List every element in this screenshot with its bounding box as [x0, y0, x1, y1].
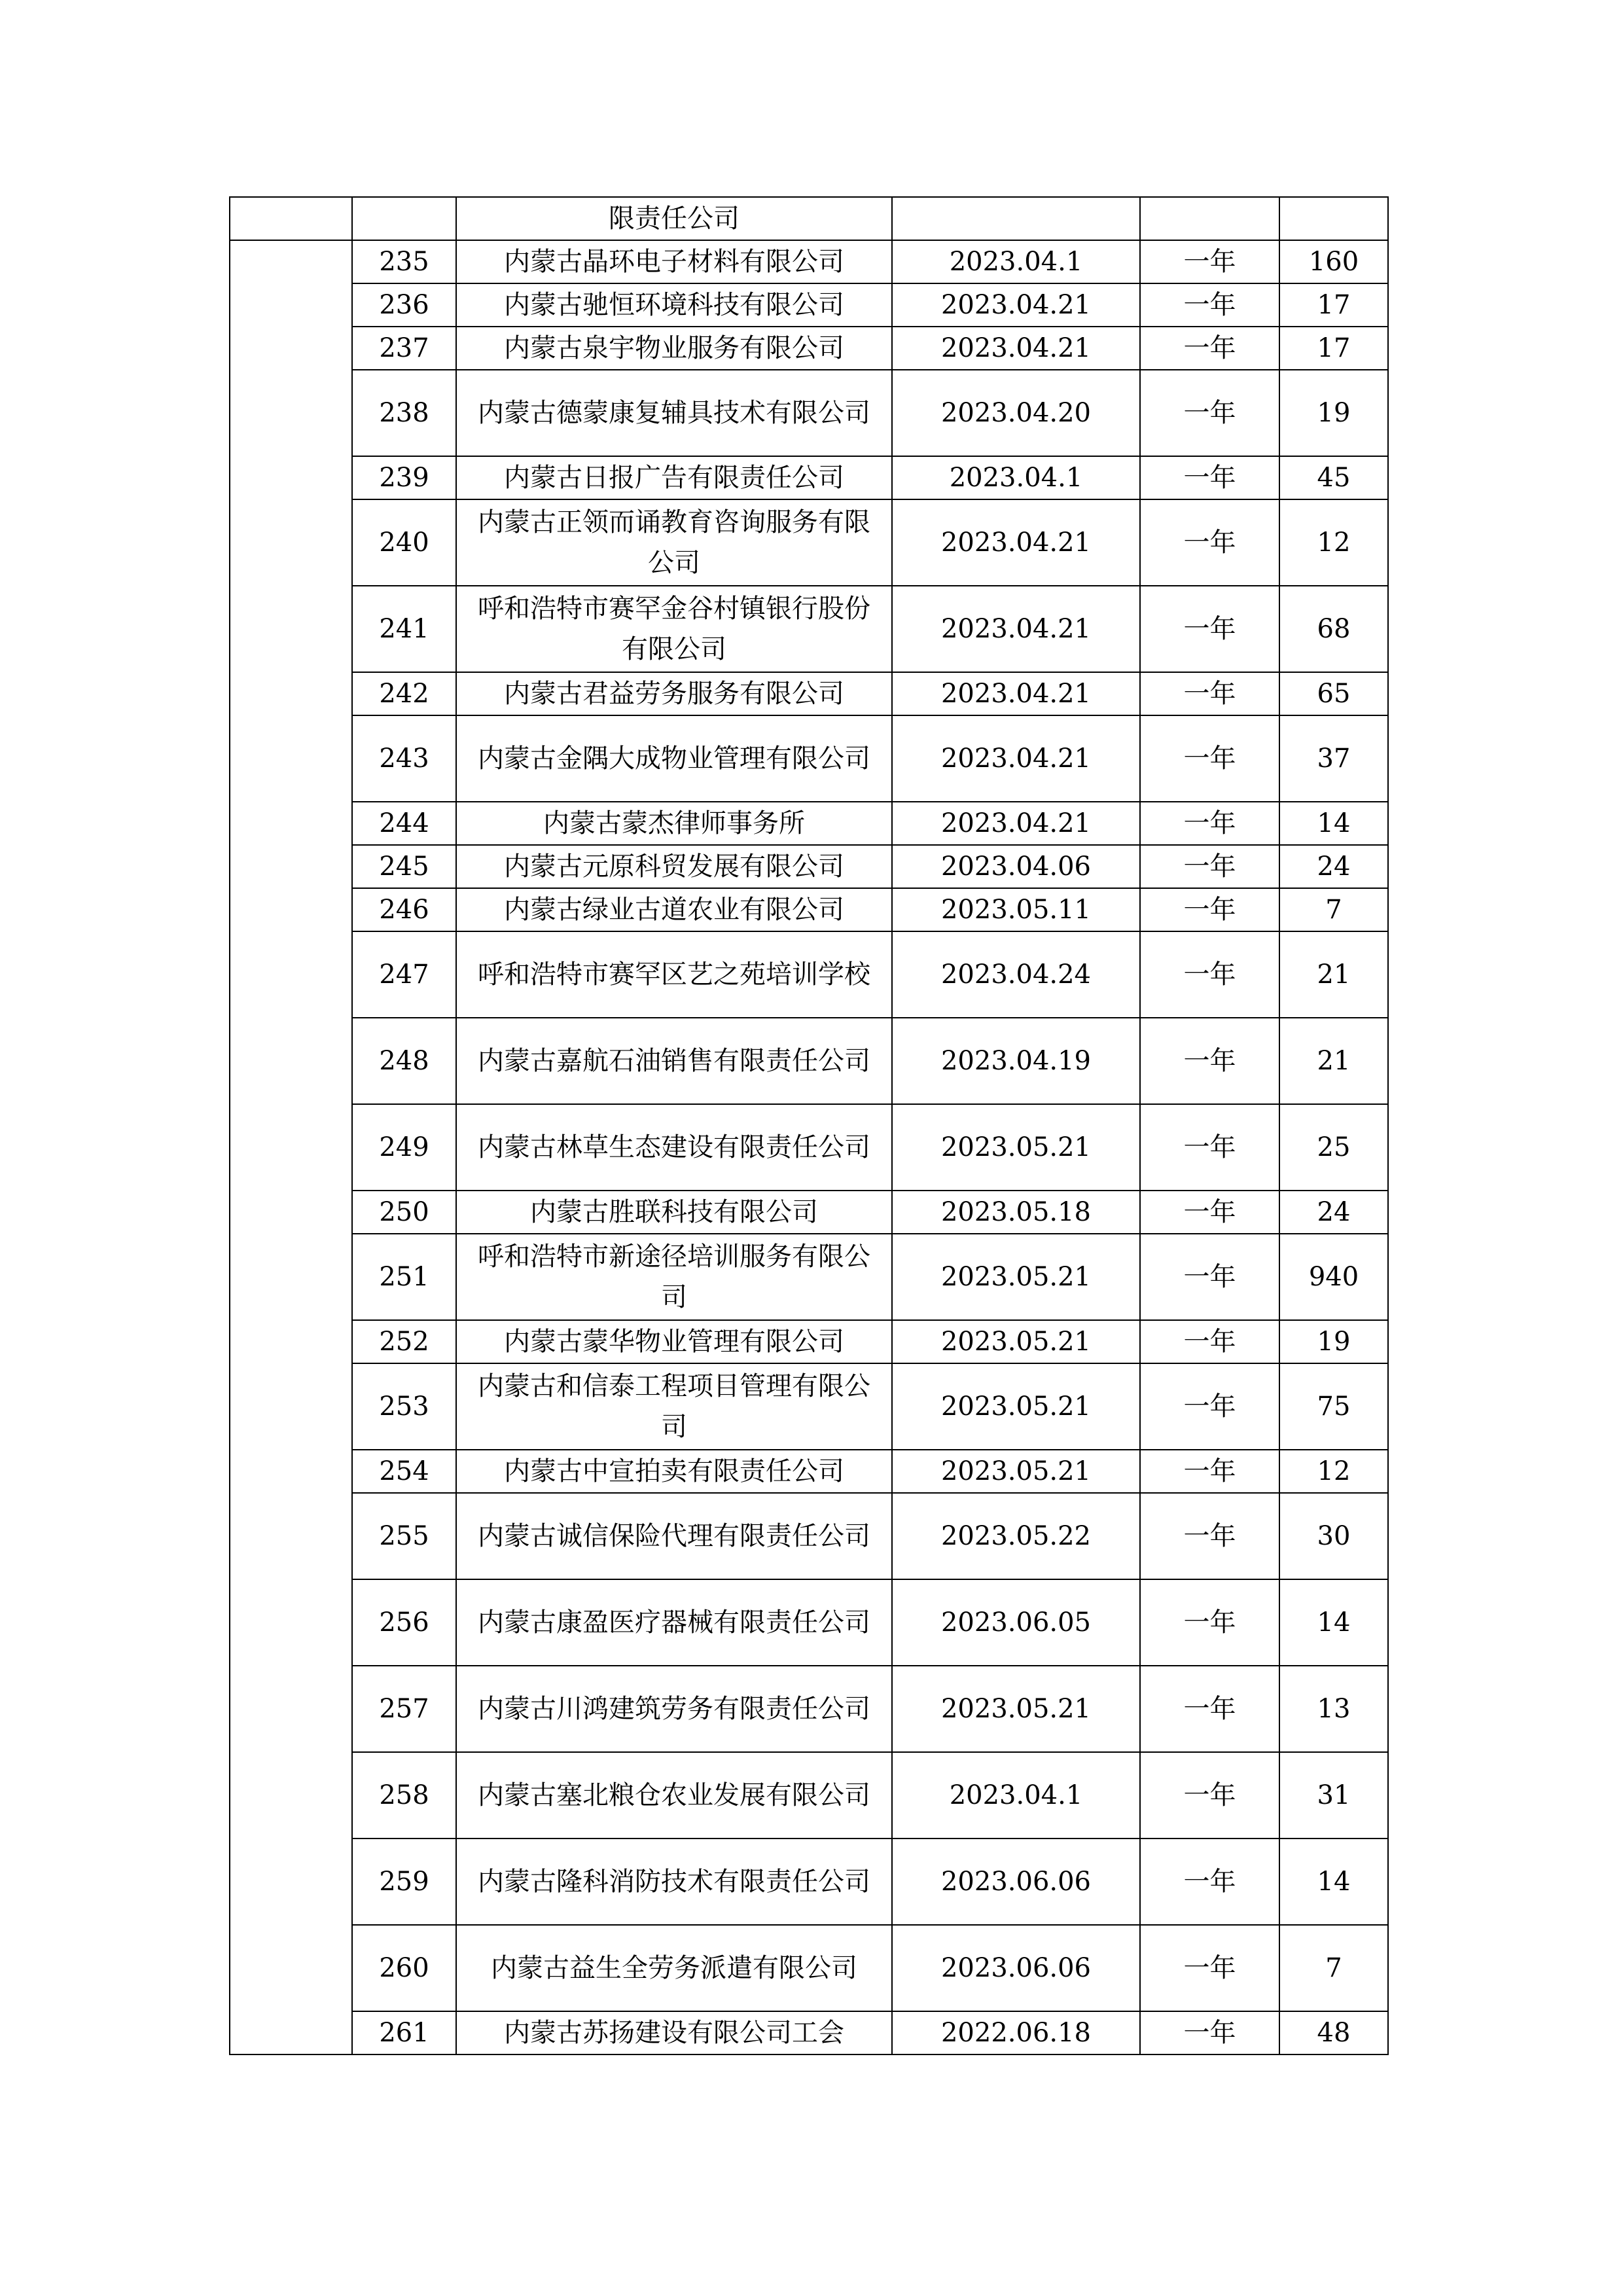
date-cell: 2023.06.06: [892, 1839, 1140, 1925]
term-cell: 一年: [1140, 1191, 1279, 1234]
count-cell: 19: [1279, 370, 1388, 456]
row-number: 240: [352, 499, 456, 586]
term-cell: 一年: [1140, 586, 1279, 672]
term-cell: 一年: [1140, 1925, 1279, 2011]
company-name: 内蒙古苏扬建设有限公司工会: [456, 2011, 892, 2054]
row-number: 259: [352, 1839, 456, 1925]
count-cell: 48: [1279, 2011, 1388, 2054]
count-cell: 24: [1279, 845, 1388, 888]
date-cell: 2023.04.06: [892, 845, 1140, 888]
row-number: 246: [352, 888, 456, 931]
table-row: [230, 1320, 1388, 1363]
row-number: 256: [352, 1579, 456, 1666]
table-row: [230, 845, 1388, 888]
date-cell: 2023.05.11: [892, 888, 1140, 931]
term-cell: 一年: [1140, 240, 1279, 283]
row-number: 260: [352, 1925, 456, 2011]
date-cell: 2023.06.06: [892, 1925, 1140, 2011]
count-cell: 12: [1279, 499, 1388, 586]
term-cell: 一年: [1140, 456, 1279, 499]
company-name: 内蒙古塞北粮仓农业发展有限公司: [456, 1752, 892, 1839]
row-number: 261: [352, 2011, 456, 2054]
row-number: 257: [352, 1666, 456, 1752]
count-cell: 31: [1279, 1752, 1388, 1839]
table-row: [230, 1234, 1388, 1320]
table-row: [230, 1191, 1388, 1234]
term-cell: 一年: [1140, 802, 1279, 845]
company-name: 内蒙古正领而诵教育咨询服务有限公司: [456, 499, 892, 586]
row-number: 245: [352, 845, 456, 888]
company-name: 呼和浩特市赛罕区艺之苑培训学校: [456, 931, 892, 1018]
row-number: 255: [352, 1493, 456, 1579]
date-cell: 2023.04.1: [892, 240, 1140, 283]
company-name: 内蒙古蒙杰律师事务所: [456, 802, 892, 845]
table-row: [230, 1839, 1388, 1925]
count-cell: 21: [1279, 1018, 1388, 1104]
company-name: 内蒙古隆科消防技术有限责任公司: [456, 1839, 892, 1925]
count-cell: 37: [1279, 715, 1388, 802]
term-cell: 一年: [1140, 1839, 1279, 1925]
date-cell: 2023.04.21: [892, 586, 1140, 672]
table-row: [230, 1925, 1388, 2011]
term-cell: 一年: [1140, 1450, 1279, 1493]
company-name: 内蒙古君益劳务服务有限公司: [456, 672, 892, 715]
date-cell: 2023.05.21: [892, 1363, 1140, 1450]
table-row: [230, 931, 1388, 1018]
date-cell: 2023.04.24: [892, 931, 1140, 1018]
row-number: 243: [352, 715, 456, 802]
table-row: [230, 1493, 1388, 1579]
company-name: 内蒙古泉宇物业服务有限公司: [456, 327, 892, 370]
row-number: 254: [352, 1450, 456, 1493]
count-cell: 65: [1279, 672, 1388, 715]
company-name: 内蒙古中宣拍卖有限责任公司: [456, 1450, 892, 1493]
count-cell: 940: [1279, 1234, 1388, 1320]
date-cell: [892, 197, 1140, 240]
company-name: 呼和浩特市赛罕金谷村镇银行股份有限公司: [456, 586, 892, 672]
count-cell: 14: [1279, 1839, 1388, 1925]
term-cell: 一年: [1140, 283, 1279, 327]
row-number: 242: [352, 672, 456, 715]
date-cell: 2023.04.21: [892, 283, 1140, 327]
row-number: 237: [352, 327, 456, 370]
row-number: 249: [352, 1104, 456, 1191]
row-number: 244: [352, 802, 456, 845]
company-name: 内蒙古驰恒环境科技有限公司: [456, 283, 892, 327]
count-cell: 17: [1279, 283, 1388, 327]
table-row: [230, 1752, 1388, 1839]
table-row: [230, 240, 1388, 283]
date-cell: 2023.05.21: [892, 1666, 1140, 1752]
count-cell: 19: [1279, 1320, 1388, 1363]
count-cell: 68: [1279, 586, 1388, 672]
continued-row: [230, 197, 1388, 240]
company-name: 内蒙古林草生态建设有限责任公司: [456, 1104, 892, 1191]
date-cell: 2023.05.21: [892, 1320, 1140, 1363]
table-row: [230, 888, 1388, 931]
table-row: [230, 672, 1388, 715]
enterprise-table: [229, 196, 1389, 2055]
term-cell: 一年: [1140, 845, 1279, 888]
table-row: [230, 327, 1388, 370]
term-cell: 一年: [1140, 1320, 1279, 1363]
count-cell: 25: [1279, 1104, 1388, 1191]
company-name: 内蒙古德蒙康复辅具技术有限公司: [456, 370, 892, 456]
date-cell: 2023.04.20: [892, 370, 1140, 456]
term-cell: 一年: [1140, 1579, 1279, 1666]
row-number: [352, 197, 456, 240]
date-cell: 2023.06.05: [892, 1579, 1140, 1666]
count-cell: 14: [1279, 1579, 1388, 1666]
date-cell: 2023.04.19: [892, 1018, 1140, 1104]
row-number: 248: [352, 1018, 456, 1104]
date-cell: 2023.05.21: [892, 1450, 1140, 1493]
table-row: [230, 1666, 1388, 1752]
row-number: 241: [352, 586, 456, 672]
term-cell: 一年: [1140, 1493, 1279, 1579]
term-cell: 一年: [1140, 1018, 1279, 1104]
company-name: 呼和浩特市新途径培训服务有限公司: [456, 1234, 892, 1320]
count-cell: 17: [1279, 327, 1388, 370]
date-cell: 2023.04.21: [892, 672, 1140, 715]
table-row: [230, 715, 1388, 802]
row-number: 239: [352, 456, 456, 499]
row-number: 250: [352, 1191, 456, 1234]
count-cell: 14: [1279, 802, 1388, 845]
company-name: 内蒙古和信泰工程项目管理有限公司: [456, 1363, 892, 1450]
term-cell: [1140, 197, 1279, 240]
row-number: 235: [352, 240, 456, 283]
table-row: [230, 370, 1388, 456]
company-name: 内蒙古诚信保险代理有限责任公司: [456, 1493, 892, 1579]
company-name: 内蒙古晶环电子材料有限公司: [456, 240, 892, 283]
count-cell: 13: [1279, 1666, 1388, 1752]
count-cell: 160: [1279, 240, 1388, 283]
term-cell: 一年: [1140, 1752, 1279, 1839]
table-row: [230, 456, 1388, 499]
count-cell: 7: [1279, 1925, 1388, 2011]
company-name: 内蒙古益生全劳务派遣有限公司: [456, 1925, 892, 2011]
company-name: 内蒙古嘉航石油销售有限责任公司: [456, 1018, 892, 1104]
row-number: 236: [352, 283, 456, 327]
row-number: 253: [352, 1363, 456, 1450]
row-number: 238: [352, 370, 456, 456]
date-cell: 2023.05.21: [892, 1104, 1140, 1191]
table-row: [230, 283, 1388, 327]
date-cell: 2022.06.18: [892, 2011, 1140, 2054]
group-cell: [230, 240, 352, 2054]
count-cell: 45: [1279, 456, 1388, 499]
term-cell: 一年: [1140, 370, 1279, 456]
term-cell: 一年: [1140, 888, 1279, 931]
count-cell: 7: [1279, 888, 1388, 931]
term-cell: 一年: [1140, 1104, 1279, 1191]
group-cell: [230, 197, 352, 240]
term-cell: 一年: [1140, 2011, 1279, 2054]
row-number: 252: [352, 1320, 456, 1363]
count-cell: 30: [1279, 1493, 1388, 1579]
term-cell: 一年: [1140, 715, 1279, 802]
date-cell: 2023.04.21: [892, 802, 1140, 845]
date-cell: 2023.04.1: [892, 1752, 1140, 1839]
term-cell: 一年: [1140, 1234, 1279, 1320]
row-number: 258: [352, 1752, 456, 1839]
date-cell: 2023.05.21: [892, 1234, 1140, 1320]
row-number: 247: [352, 931, 456, 1018]
company-name: 内蒙古日报广告有限责任公司: [456, 456, 892, 499]
count-cell: 12: [1279, 1450, 1388, 1493]
term-cell: 一年: [1140, 931, 1279, 1018]
table-row: [230, 586, 1388, 672]
company-name: 限责任公司: [456, 197, 892, 240]
term-cell: 一年: [1140, 1363, 1279, 1450]
table-row: [230, 1104, 1388, 1191]
company-name: 内蒙古胜联科技有限公司: [456, 1191, 892, 1234]
date-cell: 2023.04.21: [892, 327, 1140, 370]
date-cell: 2023.04.21: [892, 499, 1140, 586]
date-cell: 2023.05.18: [892, 1191, 1140, 1234]
term-cell: 一年: [1140, 327, 1279, 370]
table-row: [230, 1579, 1388, 1666]
company-name: 内蒙古绿业古道农业有限公司: [456, 888, 892, 931]
term-cell: 一年: [1140, 672, 1279, 715]
table-row: [230, 2011, 1388, 2054]
table-row: [230, 1363, 1388, 1450]
company-name: 内蒙古康盈医疗器械有限责任公司: [456, 1579, 892, 1666]
company-name: 内蒙古金隅大成物业管理有限公司: [456, 715, 892, 802]
date-cell: 2023.04.1: [892, 456, 1140, 499]
date-cell: 2023.05.22: [892, 1493, 1140, 1579]
company-name: 内蒙古元原科贸发展有限公司: [456, 845, 892, 888]
count-cell: 21: [1279, 931, 1388, 1018]
table-row: [230, 1018, 1388, 1104]
count-cell: 75: [1279, 1363, 1388, 1450]
table-row: [230, 499, 1388, 586]
term-cell: 一年: [1140, 1666, 1279, 1752]
company-name: 内蒙古川鸿建筑劳务有限责任公司: [456, 1666, 892, 1752]
date-cell: 2023.04.21: [892, 715, 1140, 802]
row-number: 251: [352, 1234, 456, 1320]
table-row: [230, 1450, 1388, 1493]
count-cell: [1279, 197, 1388, 240]
table-row: [230, 802, 1388, 845]
company-name: 内蒙古蒙华物业管理有限公司: [456, 1320, 892, 1363]
count-cell: 24: [1279, 1191, 1388, 1234]
term-cell: 一年: [1140, 499, 1279, 586]
